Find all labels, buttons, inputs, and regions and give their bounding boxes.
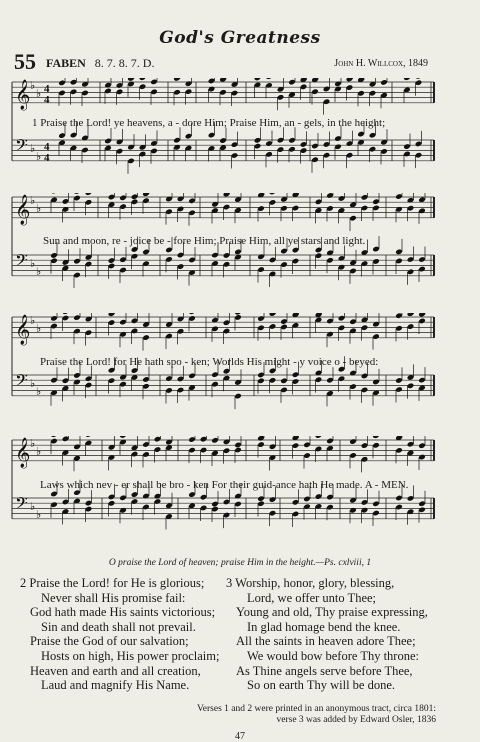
flat-icon: ♭ [36,509,42,521]
verse-3-line: Lord, we offer unto Thee; [247,590,377,605]
credit-line: Verses 1 and 2 were printed in an anonymous tract, circa 1801: [196,704,436,714]
flat-icon: ♭ [30,258,36,270]
page-number: 47 [235,731,245,742]
music-system-2 [10,193,436,302]
bass-clef-icon: 𝄢 [15,372,28,394]
flat-icon: ♭ [30,80,36,92]
bass-clef-icon: 𝄢 [15,252,28,274]
verse-3-line: So on earth Thy will be done. [247,678,396,693]
flat-icon: ♭ [36,323,42,335]
flat-icon: ♭ [36,203,42,215]
lyric-line-4: Laws which nev - er shall be bro - ken For their guid-ance hath He made. A - MEN. [40,479,409,491]
note-head [50,436,58,438]
tune-info [46,56,154,71]
verse-3-line: In glad homage bend the knee. [247,619,401,634]
note-head [62,313,70,315]
verse-3-line: Young and old, Thy praise expressing, [236,605,428,620]
note-head [85,193,93,196]
lyric-line-1: 1 Praise the Lord! ye heavens, a - dore Him; Praise Him, an - gels, in the height; [32,117,386,129]
verse-2-line: Never shall His promise fail: [41,590,186,605]
hymn-number: 55 [14,49,36,74]
lyric-line-3: Praise the Lord! for He hath spo - ken; Worlds His might - y voice o - beyed: [40,356,379,368]
text-credits [197,704,436,726]
verse-3-line: We would bow before Thy throne: [247,648,419,663]
flat-icon: ♭ [36,151,42,163]
note-head [85,436,93,438]
treble-clef-icon: 𝄞 [15,315,31,344]
note-head [73,193,81,195]
note-head [265,78,273,80]
verse-2-line: God hath made His saints victorious; [30,605,216,620]
lyric-line-2: Sun and moon, re - joice be - fore Him; Praise Him, all ye stars and light. [43,235,366,247]
hymn-title: God's Greatness [159,28,321,48]
meter: 8. 7. 8. 7. D. [94,56,155,70]
verse-3-line: 3 Worship, honor, glory, blessing, [226,576,395,590]
time-signature: 4 [44,152,50,164]
note-head [234,313,242,315]
note-head [127,78,135,82]
score-system-1 [10,78,436,182]
music-system-1 [10,78,436,187]
verse-2-line: Hosts on high, His power proclaim; [41,648,220,663]
verse-2-line: Heaven and earth and all creation, [30,663,201,678]
scripture-reference: O praise the Lord of heaven; praise Him in the height.—Ps. cxlviii, 1 [108,558,372,568]
flat-icon: ♭ [30,143,36,155]
flat-icon: ♭ [30,378,36,390]
treble-clef-icon: 𝄞 [15,80,31,109]
verse-3-line: As Thine angels serve before Thee, [236,663,413,678]
flat-icon: ♭ [36,386,42,398]
time-signature: 4 [44,94,50,106]
verse-2-line: Laud and magnify His Name. [41,678,190,693]
note-head [119,436,127,439]
note-head [173,78,181,82]
flat-icon: ♭ [30,501,36,513]
credit-line: verse 3 was added by Edward Osler, 1836 [276,715,436,725]
note-head [139,78,147,81]
verse-3 [226,576,428,693]
verse-2 [20,576,219,693]
treble-clef-icon: 𝄞 [15,195,31,224]
flat-icon: ♭ [36,446,42,458]
tune-name: FABEN [46,56,86,70]
flat-icon: ♭ [30,438,36,450]
flat-icon: ♭ [36,266,42,278]
note-head [372,436,380,439]
note-head [415,78,423,80]
time-signature: 4 [44,141,50,153]
note-head [254,78,262,81]
note-head [269,313,277,317]
note-head [403,78,411,81]
bass-clef-icon: 𝄢 [15,137,28,159]
verse-2-line: 2 Praise the Lord! for He is glorious; [20,576,205,590]
verse-2-line: Praise the God of our salvation; [30,634,189,649]
note-head [269,193,277,195]
verse-3-line: All the saints in heaven adore Thee; [236,634,416,649]
flat-icon: ♭ [36,88,42,100]
treble-clef-icon: 𝄞 [15,438,31,467]
flat-icon: ♭ [30,315,36,327]
verse-2-line: Sin and death shall not prevail. [41,619,196,634]
composer-credit: John H. Willcox, 1849 [334,58,428,69]
note-head [315,436,323,439]
note-head [50,193,58,194]
note-head [188,313,196,315]
flat-icon: ♭ [30,195,36,207]
bass-clef-icon: 𝄢 [15,495,28,517]
time-signature: 4 [44,83,50,95]
